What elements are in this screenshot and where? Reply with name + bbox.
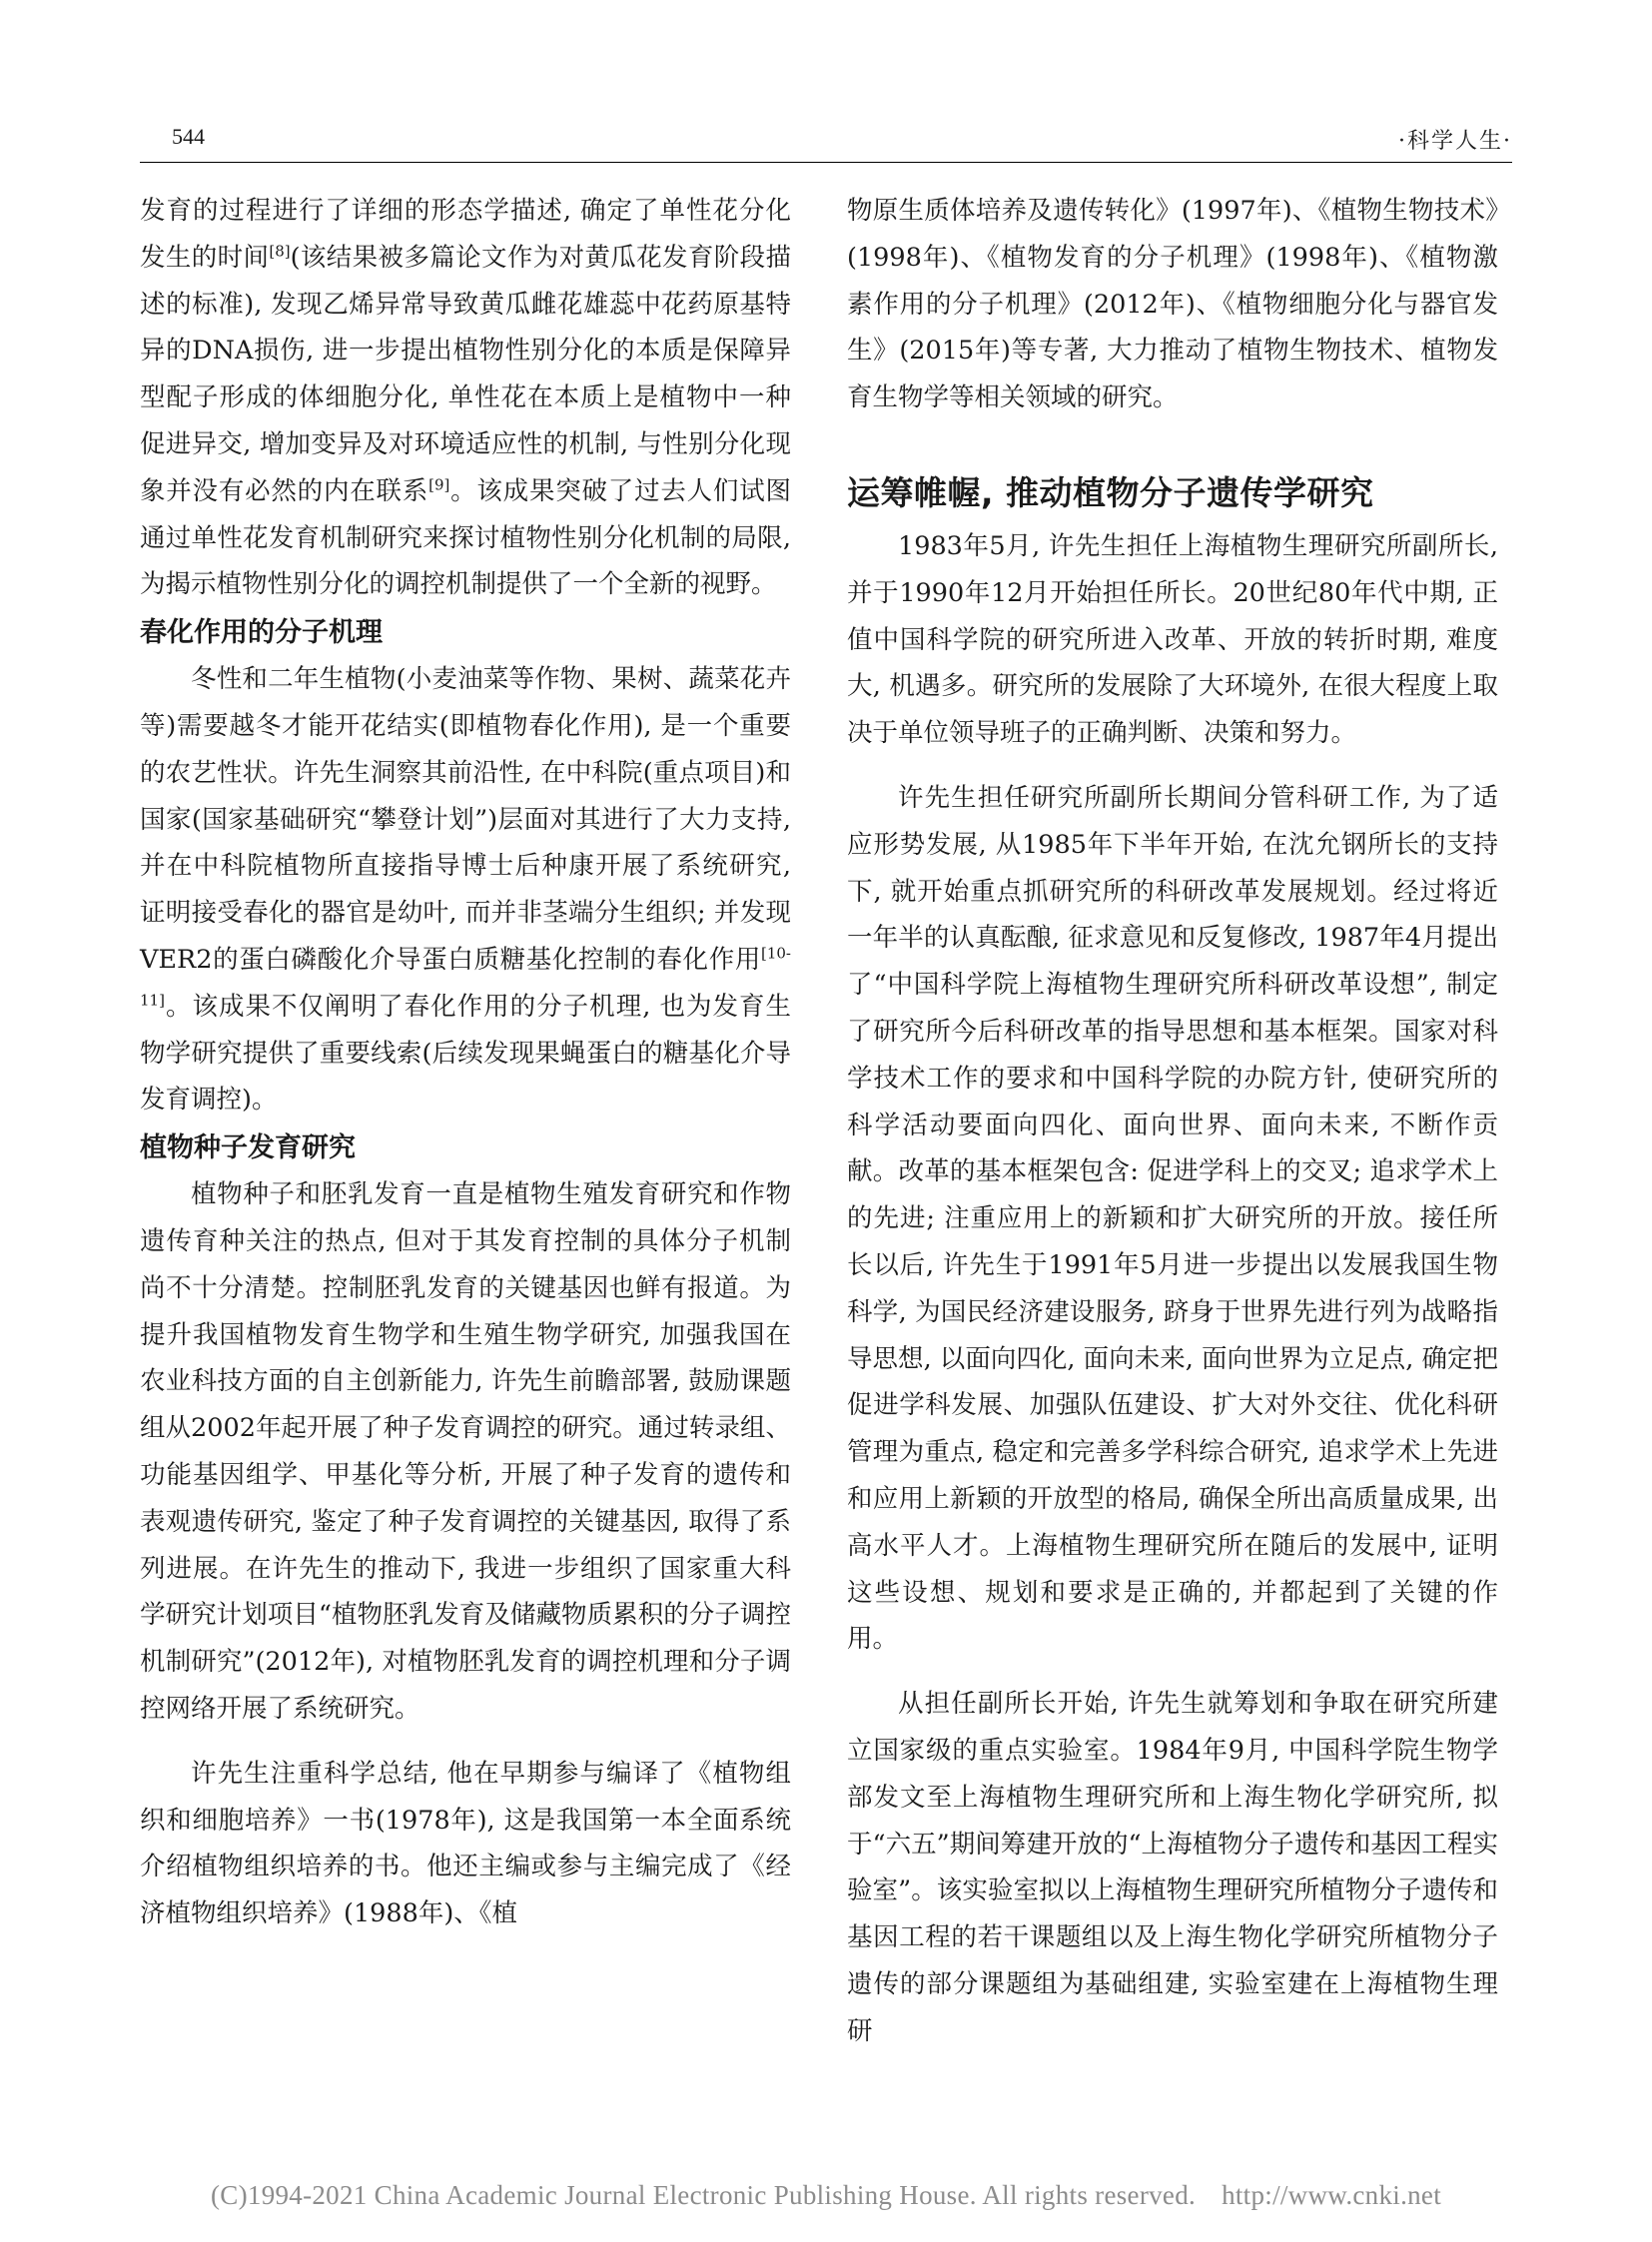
right-column xyxy=(847,188,1498,2054)
copyright-footer xyxy=(0,2180,1652,2211)
section-gap xyxy=(847,421,1498,469)
citation-ref: [9] xyxy=(428,475,450,494)
citation-ref: [10-11] xyxy=(140,944,791,1010)
text-run: 发育的过程进行了详细的形态学描述, 确定了单性花分化发生的时间 xyxy=(140,196,791,273)
paragraph: 物原生质体培养及遗传转化》(1997年)、《植物生物技术》(1998年)、《植物发育的分子机理》(1998年)、《植物激素作用的分子机理》(2012年)、《植物细胞分化与器官发生》(2015年)等专著, 大力推动了植物生物技术、植物发育生物学等相关领域的研究。 xyxy=(847,196,1498,413)
paragraph-gap xyxy=(140,1733,791,1751)
section-heading: 运筹帷幄, 推动植物分子遗传学研究 xyxy=(847,472,1374,512)
paragraph xyxy=(140,188,791,608)
paragraph: 1983年5月, 许先生担任上海植物生理研究所副所长, 并于1990年12月开始担任所长。20世纪80年代中期, 正值中国科学院的研究所进入改革、开放的转折时期, 难度大, 机遇多。研究所的发展除了大环境外, 在很大程度上取决于单位领导班子的正确判断、决策和努力。 xyxy=(847,530,1498,749)
left-column xyxy=(140,188,791,1937)
copyright-text: (C)1994-2021 China Academic Journal Electronic Publishing House. All rights reserved. xyxy=(211,2180,1197,2210)
subheading-vernalization: 春化作用的分子机理 xyxy=(140,617,383,649)
running-header xyxy=(140,122,1512,163)
text-run: 。该成果突破了过去人们试图通过单性花发育机制研究来探讨植物性别分化机制的局限, 为揭示植物性别分化的调控机制提供了一个全新的视野。 xyxy=(140,475,791,600)
footer-link[interactable]: http://www.cnki.net xyxy=(1222,2180,1441,2210)
paragraph-gap xyxy=(847,757,1498,775)
text-run: 冬性和二年生植物(小麦油菜等作物、果树、蔬菜花卉等)需要越冬才能开花结实(即植物春化作用), 是一个重要的农艺性状。许先生洞察其前沿性, 在中科院(重点项目)和国家(国家基础研究“攀登计划”)层面对其进行了大力支持, 并在中科院植物所直接指导博士后种康开展了系统研究, 证明接受春化的器官是幼叶, 而并非茎端分生组织; 并发现VER2的蛋白磷酸化介导蛋白质糖基化控制的春化作用 xyxy=(140,664,791,975)
citation-ref: [8] xyxy=(269,242,291,261)
section-label: ·科学人生· xyxy=(1398,129,1512,154)
text-run: 。该成果不仅阐明了春化作用的分子机理, 也为发育生物学研究提供了重要线索(后续发现果蝇蛋白的糖基化介导发育调控)。 xyxy=(140,991,791,1116)
subheading-seed-development: 植物种子发育研究 xyxy=(140,1132,356,1164)
text-run: (该结果被多篇论文作为对黄瓜花发育阶段描述的标准), 发现乙烯异常导致黄瓜雌花雄蕊中花药原基特异的DNA损伤, 进一步提出植物性别分化的本质是保障异型配子形成的体细胞分化, 单性花在本质上是植物中一种促进异交, 增加变异及对环境适应性的机制, 与性别分化现象并没有必然的内在联系 xyxy=(140,242,791,506)
page-number: 544 xyxy=(172,124,205,149)
paragraph: 植物种子和胚乳发育一直是植物生殖发育研究和作物遗传育种关注的热点, 但对于其发育控制的具体分子机制尚不十分清楚。控制胚乳发育的关键基因也鲜有报道。为提升我国植物发育生物学和生殖生物学研究, 加强我国在农业科技方面的自主创新能力, 许先生前瞻部署, 鼓励课题组从2002年起开展了种子发育调控的研究。通过转录组、功能基因组学、甲基化等分析, 开展了种子发育的遗传和表观遗传研究, 鉴定了种子发育调控的关键基因, 取得了系列进展。在许先生的推动下, 我进一步组织了国家重大科学研究计划项目“植物胚乳发育及储藏物质累积的分子调控机制研究”(2012年), 对植物胚乳发育的调控机理和分子调控网络开展了系统研究。 xyxy=(140,1179,791,1724)
paragraph: 许先生担任研究所副所长期间分管科研工作, 为了适应形势发展, 从1985年下半年开始, 在沈允钢所长的支持下, 就开始重点抓研究所的科研改革发展规划。经过将近一年半的认真酝酿, 征求意见和反复修改, 1987年4月提出了“中国科学院上海植物生理研究所科研改革设想”, 制定了研究所今后科研改革的指导思想和基本框架。国家对科学技术工作的要求和中国科学院的办院方针, 使研究所的科学活动要面向四化、面向世界、面向未来, 不断作贡献。改革的基本框架包含: 促进学科上的交叉; 追求学术上的先进; 注重应用上的新颖和扩大研究所的开放。接任所长以后, 许先生于1991年5月进一步提出以发展我国生物科学, 为国民经济建设服务, 跻身于世界先进行列为战略指导思想, 以面向四化, 面向未来, 面向世界为立足点, 确定把促进学科发展、加强队伍建设、扩大对外交往、优化科研管理为重点, 稳定和完善多学科综合研究, 追求学术上先进和应用上新颖的开放型的格局, 确保全所出高质量成果, 出高水平人才。上海植物生理研究所在随后的发展中, 证明这些设想、规划和要求是正确的, 并都起到了关键的作用。 xyxy=(847,782,1498,1655)
paragraph xyxy=(140,656,791,1123)
paragraph-gap xyxy=(847,1663,1498,1681)
paragraph: 许先生注重科学总结, 他在早期参与编译了《植物组织和细胞培养》一书(1978年), 这是我国第一本全面系统介绍植物组织培养的书。他还主编或参与主编完成了《经济植物组织培养》(1988年)、《植 xyxy=(140,1758,791,1929)
paragraph: 从担任副所长开始, 许先生就筹划和争取在研究所建立国家级的重点实验室。1984年9月, 中国科学院生物学部发文至上海植物生理研究所和上海生物化学研究所, 拟于“六五”期间筹建开放的“上海植物分子遗传和基因工程实验室”。该实验室拟以上海植物生理研究所植物分子遗传和基因工程的若干课题组以及上海生物化学研究所植物分子遗传的部分课题组为基础组建, 实验室建在上海植物生理研 xyxy=(847,1689,1498,2046)
